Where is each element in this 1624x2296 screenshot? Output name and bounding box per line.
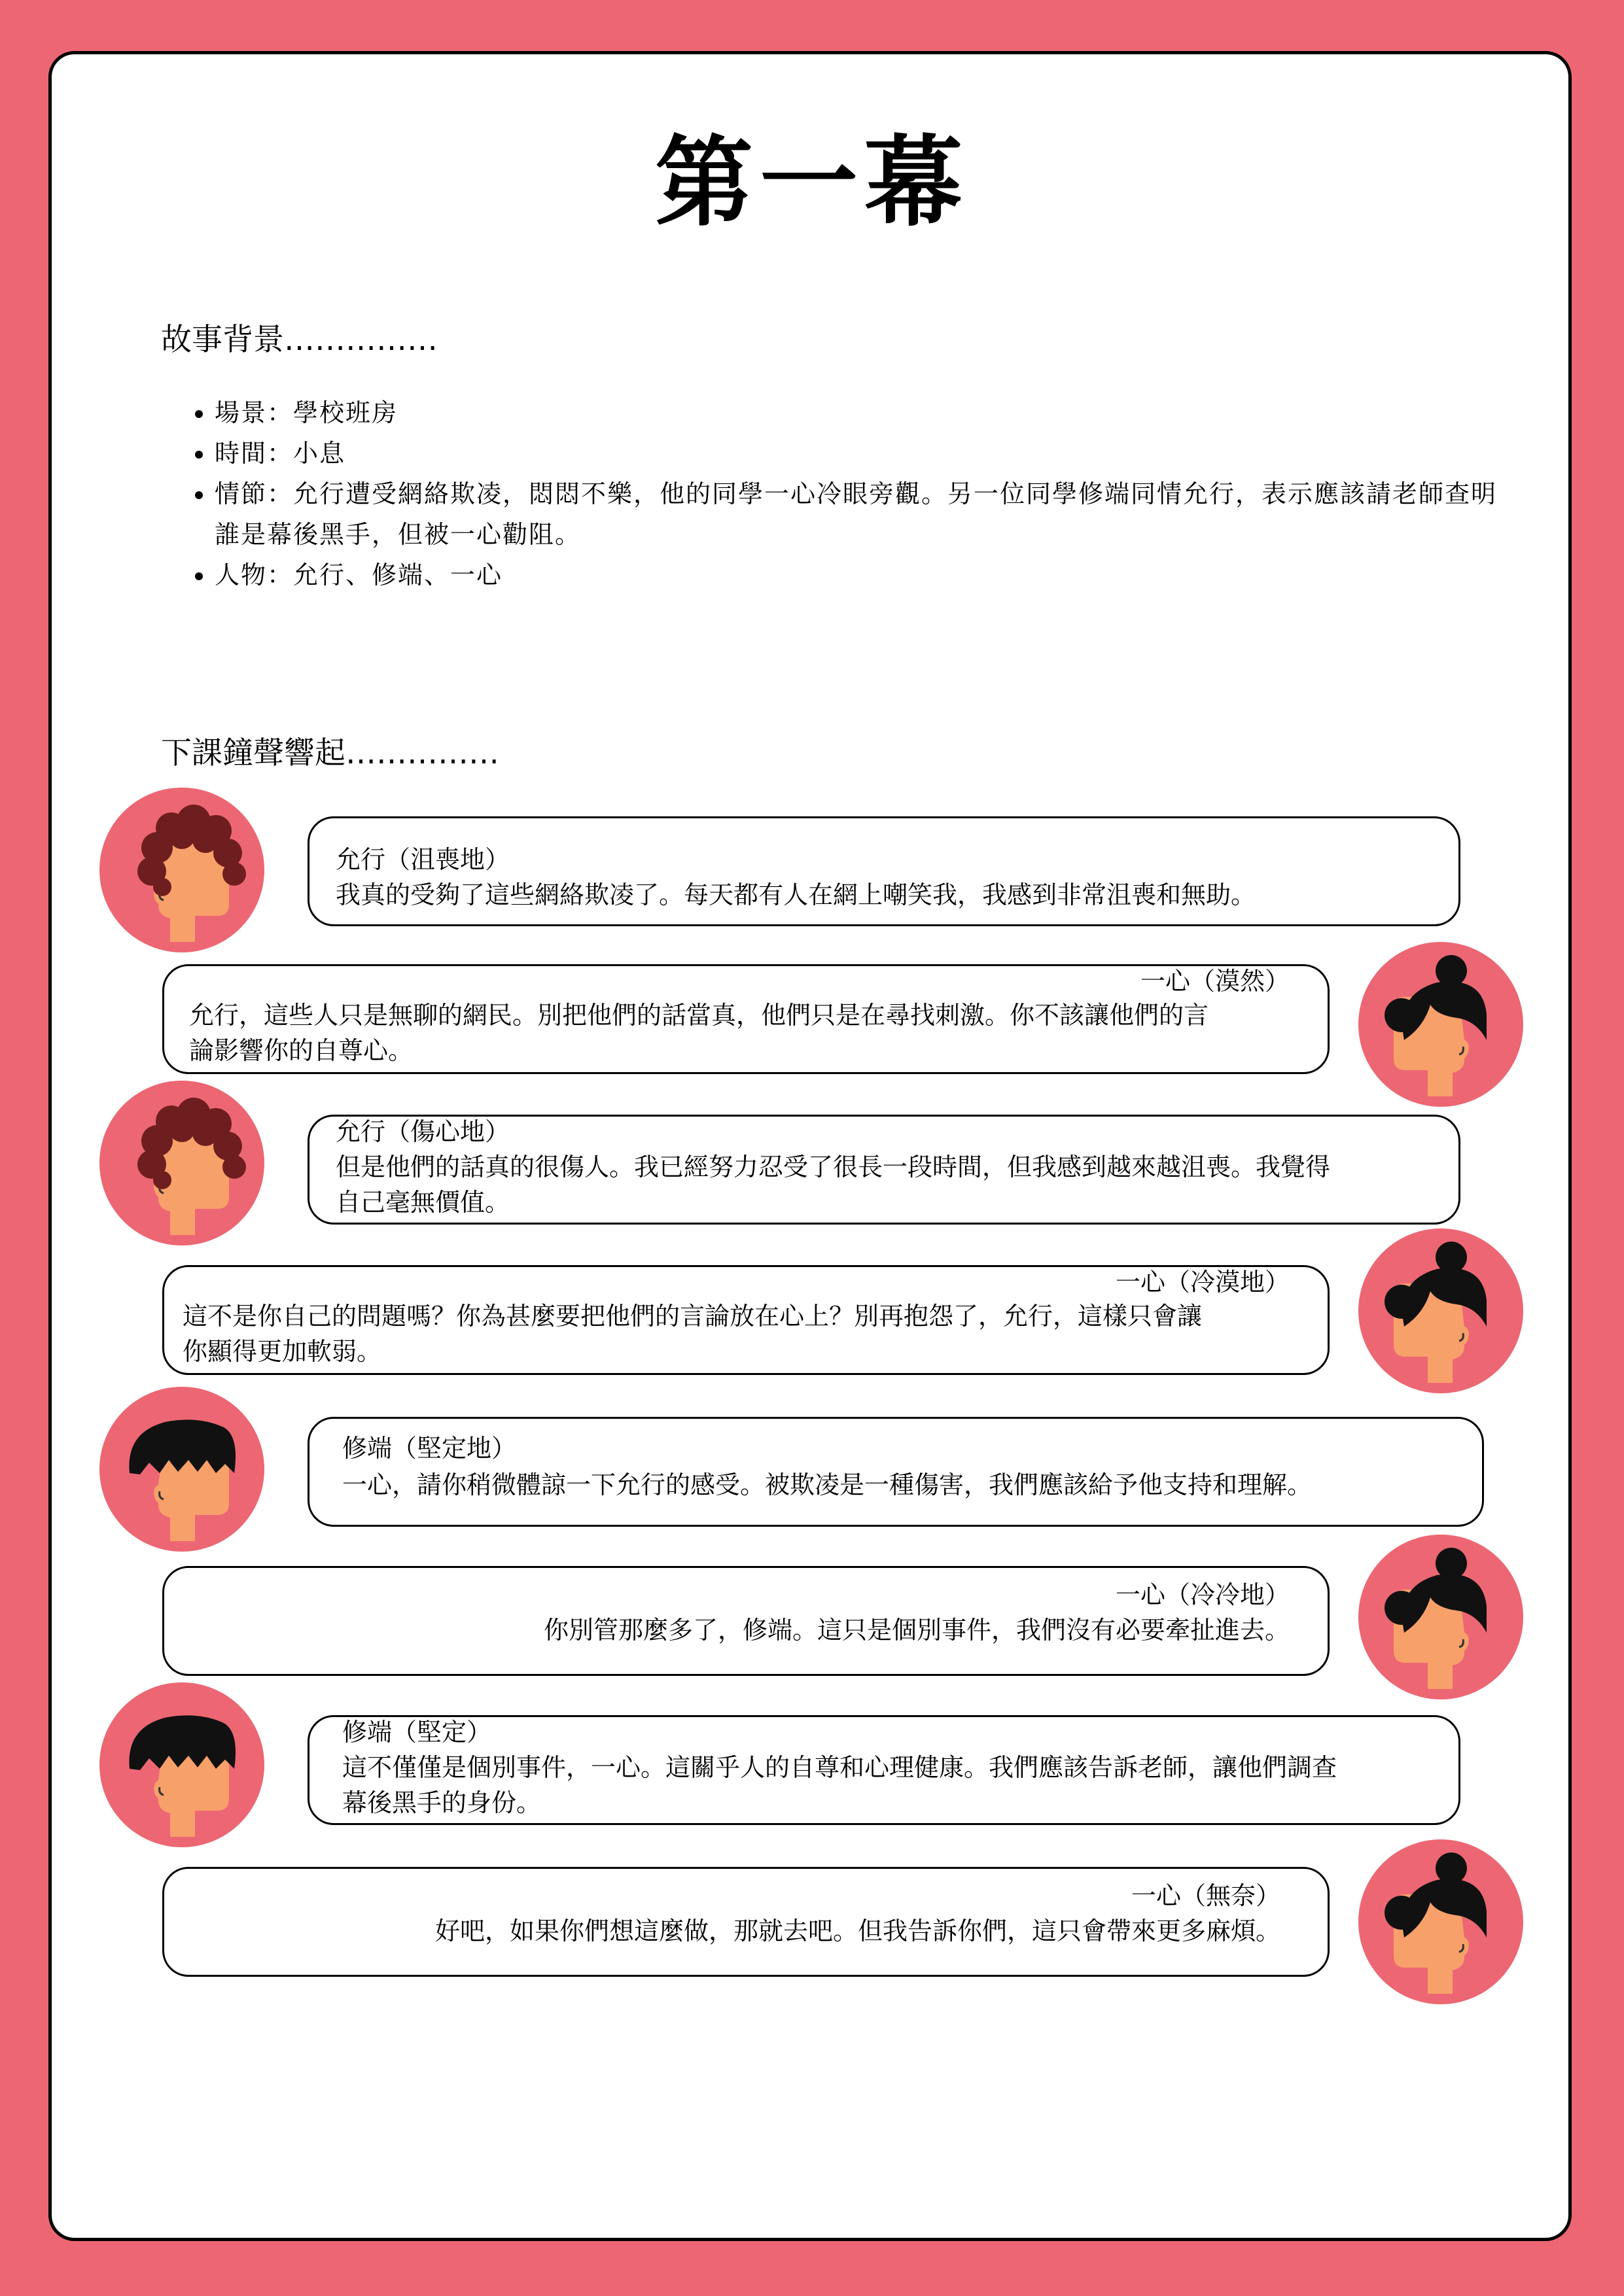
- speaker-label: 允行（傷心地）: [336, 1117, 510, 1146]
- dialogue-line: 幕後黑手的身份。: [342, 1788, 542, 1817]
- dialogue-bubble: [162, 1867, 1330, 1977]
- speaker-label: 修端（堅定）: [342, 1718, 492, 1747]
- bun-hair-icon: [1358, 942, 1523, 1107]
- dialogue-bubble: [308, 1417, 1484, 1527]
- dialogue-bubble: [308, 816, 1460, 926]
- curly-hair-icon: [99, 1081, 264, 1245]
- page-title: 第一幕: [654, 126, 969, 240]
- dialogue-line: 你別管那麼多了，修端。這只是個別事件，我們沒有必要牽扯進去。: [543, 1616, 1290, 1644]
- dialogue-line: 這不是你自己的問題嗎？你為甚麼要把他們的言論放在心上？別再抱怨了，允行，這樣只會讓: [183, 1302, 1203, 1331]
- dialogue-line: 好吧，如果你們想這麼做，那就去吧。但我告訴你們，這只會帶來更多麻煩。: [434, 1917, 1280, 1945]
- dialogue-line: 這不僅僅是個別事件，一心。這關乎人的自尊和心理健康。我們應該告訴老師，讓他們調查: [342, 1753, 1337, 1782]
- background-item-time: • 時間：小息: [215, 433, 1517, 474]
- straight-hair-icon: [99, 1387, 264, 1552]
- speaker-label: 一心（無奈）: [1131, 1881, 1280, 1910]
- dialogue-line: 允行，這些人只是無聊的網民。別把他們的話當真，他們只是在尋找刺激。你不該讓他們的言: [189, 1001, 1209, 1030]
- bun-hair-icon: [1358, 1535, 1523, 1699]
- background-item-scene: • 場景：學校班房: [215, 392, 1517, 433]
- speaker-label: 允行（沮喪地）: [336, 845, 510, 874]
- dialogue-line: 自己毫無價值。: [336, 1188, 510, 1217]
- speaker-label: 一心（冷冷地）: [1115, 1580, 1290, 1609]
- dialogue-bubble: [162, 1566, 1330, 1676]
- dialogue-line: 一心，請你稍微體諒一下允行的感受。被欺凌是一種傷害，我們應該給予他支持和理解。: [342, 1470, 1313, 1499]
- dialogue-heading: 下課鐘聲響起……………: [161, 735, 499, 771]
- background-list: [181, 392, 1517, 595]
- curly-hair-icon: [99, 788, 264, 952]
- dialogue-bubble: [308, 1715, 1460, 1825]
- dialogue-line: 我真的受夠了這些網絡欺凌了。每天都有人在網上嘲笑我，我感到非常沮喪和無助。: [336, 880, 1256, 909]
- speaker-label: 一心（冷漠地）: [1115, 1268, 1290, 1296]
- dialogue-bubble: [162, 1265, 1330, 1375]
- speaker-label: 修端（堅定地）: [342, 1434, 517, 1463]
- bun-hair-icon: [1358, 1839, 1523, 2004]
- background-item-plot: • 情節：允行遭受網絡欺凌，悶悶不樂，他的同學一心冷眼旁觀。另一位同學修端同情允行，表示應該請老師查明誰是幕後黑手，但被一心勸阻。: [215, 474, 1517, 555]
- background-heading: 故事背景……………: [161, 322, 438, 358]
- dialogue-bubble: [308, 1115, 1460, 1225]
- dialogue-line: 你顯得更加軟弱。: [183, 1337, 382, 1366]
- dialogue-bubble: [162, 964, 1330, 1074]
- bun-hair-icon: [1358, 1228, 1523, 1393]
- speaker-label: 一心（漠然）: [1140, 967, 1290, 996]
- dialogue-line: 論影響你的自尊心。: [189, 1036, 414, 1065]
- dialogue-line: 但是他們的話真的很傷人。我已經努力忍受了很長一段時間，但我感到越來越沮喪。我覺得: [336, 1153, 1331, 1181]
- background-item-characters: • 人物：允行、修端、一心: [215, 555, 1517, 595]
- straight-hair-icon: [99, 1682, 264, 1847]
